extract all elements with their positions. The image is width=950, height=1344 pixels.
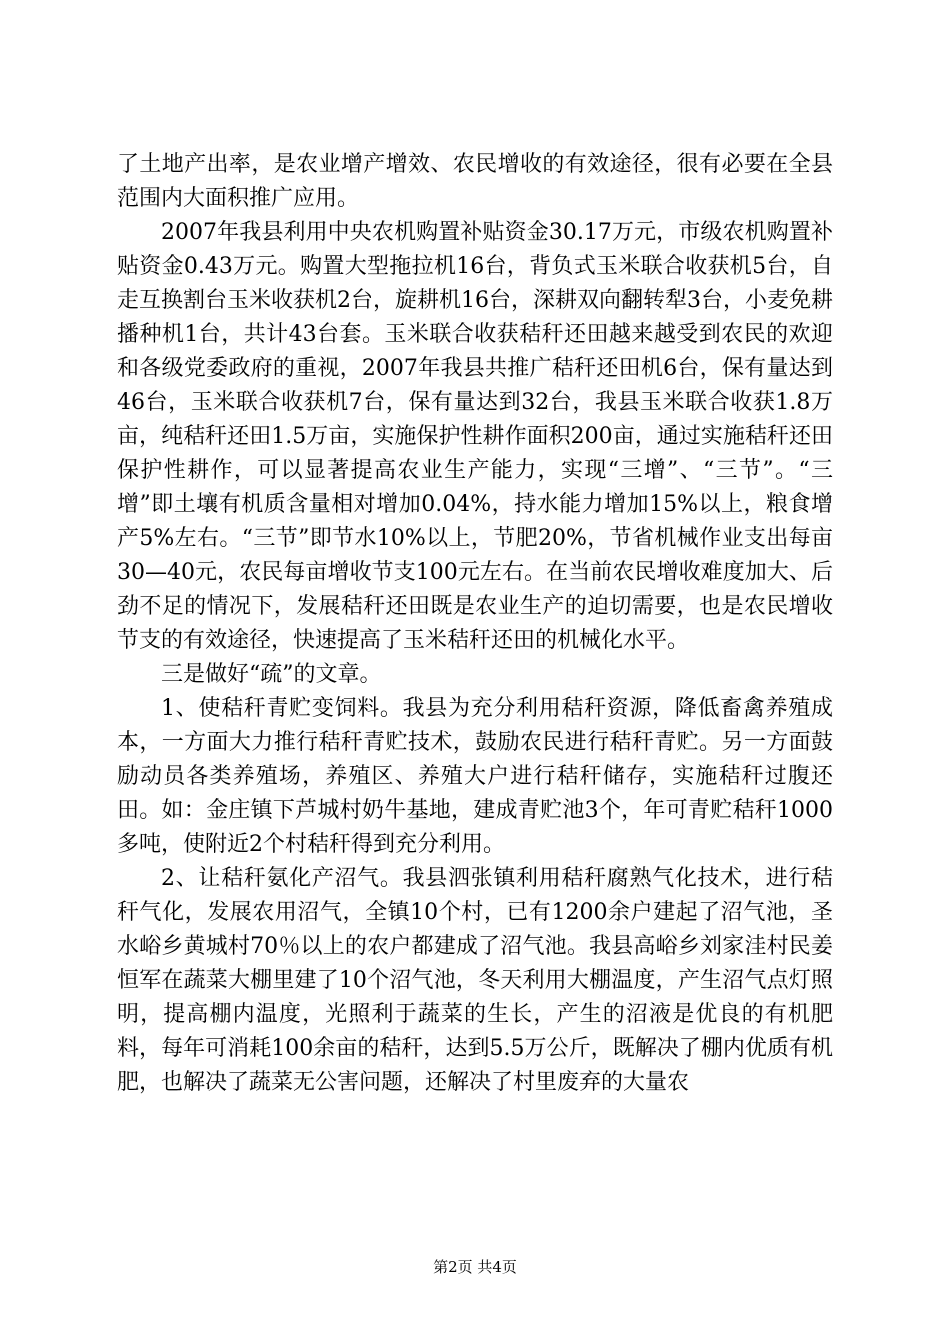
page-footer: 第2页 共4页 [433, 1258, 517, 1276]
paragraph-1: 了土地产出率，是农业增产增效、农民增收的有效途径，很有必要在全县范围内大面积推广应用。 [117, 152, 833, 211]
document-body [117, 148, 833, 1100]
paragraph-4: 1、使秸秆青贮变饲料。我县为充分利用秸秆资源，降低畜禽养殖成本，一方面大力推行秸秆青贮技术，鼓励农民进行秸秆青贮。另一方面鼓励动员各类养殖场，养殖区、养殖大户进行秸秆储存，实施秸秆过腹还田。如：金庄镇下芦城村奶牛基地，建成青贮池3个，年可青贮秸秆1000多吨，使附近2个村秸秆得到充分利用。 [117, 696, 833, 857]
paragraph-5: 2、让秸秆氨化产沼气。我县泗张镇利用秸秆腐熟气化技术，进行秸秆气化，发展农用沼气，全镇10个村，已有1200余户建起了沼气池，圣水峪乡黄城村70％以上的农户都建成了沼气池。我县高峪乡刘家洼村民姜恒军在蔬菜大棚里建了10个沼气池，冬天利用大棚温度，产生沼气点灯照明，提高棚内温度，光照利于蔬菜的生长，产生的沼液是优良的有机肥料，每年可消耗100余亩的秸秆，达到5.5万公斤，既解决了棚内优质有机肥，也解决了蔬菜无公害问题，还解决了村里废弃的大量农 [117, 866, 833, 1095]
paragraph-3: 三是做好“疏”的文章。 [161, 662, 382, 687]
paragraph-2: 2007年我县利用中央农机购置补贴资金30.17万元，市级农机购置补贴资金0.43万元。购置大型拖拉机16台，背负式玉米联合收获机5台，自走互换割台玉米收获机2台，旋耕机16台，深耕双向翻转犁3台，小麦免耕播种机1台，共计43台套。玉米联合收获秸秆还田越来越受到农民的欢迎和各级党委政府的重视，2007年我县共推广秸秆还田机6台，保有量达到46台，玉米联合收获机7台，保有量达到32台，我县玉米联合收获1.8万亩，纯秸秆还田1.5万亩，实施保护性耕作面积200亩，通过实施秸秆还田保护性耕作，可以显著提高农业生产能力，实现“三增”、“三节”。“三增”即土壤有机质含量相对增加0.04%，持水能力增加15%以上，粮食增产5%左右。“三节”即节水10%以上，节肥20%，节省机械作业支出每亩30—40元，农民每亩增收节支100元左右。在当前农民增收难度加大、后劲不足的情况下，发展秸秆还田既是农业生产的迫切需要，也是农民增收节支的有效途径，快速提高了玉米秸秆还田的机械化水平。 [117, 220, 833, 653]
